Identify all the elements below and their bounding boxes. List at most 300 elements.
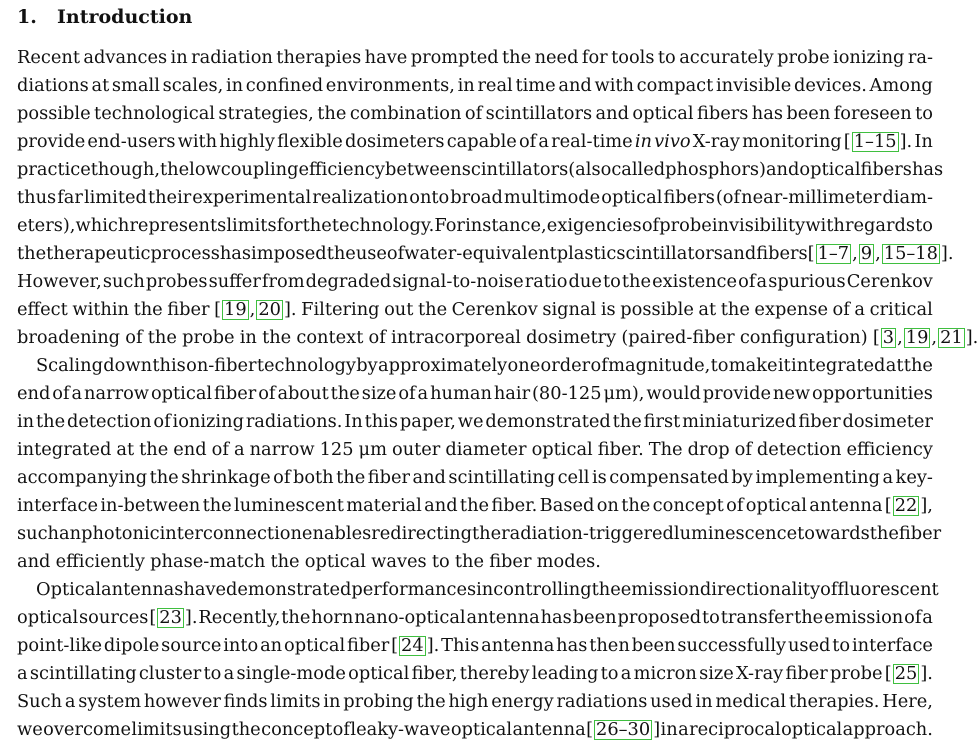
- word: optical: [283, 635, 346, 656]
- word: detection: [66, 411, 152, 432]
- word: context: [296, 327, 364, 348]
- word: to: [710, 355, 729, 376]
- word: at: [116, 439, 135, 460]
- word: eters),: [17, 215, 76, 236]
- word: Among: [869, 75, 933, 96]
- word: outer: [391, 439, 441, 460]
- word: fibers: [696, 103, 749, 124]
- word: point-like: [17, 635, 103, 656]
- word: interface: [17, 495, 98, 516]
- word: has: [540, 607, 572, 628]
- word: prompted: [410, 47, 499, 68]
- word: in: [170, 47, 188, 68]
- word: scintillating: [29, 663, 137, 684]
- word: horn: [311, 607, 354, 628]
- word: fiber: [367, 467, 410, 488]
- word: from: [261, 271, 305, 292]
- citation-link[interactable]: 3: [882, 327, 895, 348]
- citation-link[interactable]: 22: [894, 495, 918, 516]
- word: approach.: [842, 719, 933, 740]
- word: the: [502, 47, 532, 68]
- word: optical: [304, 551, 366, 572]
- word: devices.: [793, 75, 867, 96]
- word: need: [534, 47, 579, 68]
- word: a: [756, 271, 768, 292]
- word: combination: [349, 103, 462, 124]
- word: limited: [83, 187, 147, 208]
- word: This: [441, 635, 480, 656]
- word: the: [471, 523, 502, 544]
- word: luminescent: [234, 495, 344, 516]
- word: size: [361, 383, 397, 404]
- word: modes.: [536, 551, 601, 572]
- word: diameter: [445, 439, 527, 460]
- word: therapies: [276, 47, 362, 68]
- word: this: [364, 411, 398, 432]
- word: end: [173, 439, 207, 460]
- citation-link[interactable]: 21: [940, 327, 963, 348]
- word: broadening: [17, 327, 121, 348]
- word: detection: [756, 439, 842, 460]
- word: approximately: [378, 355, 508, 376]
- word: of: [820, 579, 838, 600]
- word: we: [17, 719, 43, 740]
- word: low: [189, 159, 221, 180]
- word: process: [150, 243, 220, 264]
- word: experimental: [192, 187, 312, 208]
- word: into: [223, 635, 259, 656]
- word: probe: [182, 327, 235, 348]
- word: human: [430, 383, 492, 404]
- word: antenna: [466, 607, 540, 628]
- word: and: [595, 103, 629, 124]
- word: probing: [343, 691, 414, 712]
- word: narrow: [249, 439, 315, 460]
- word: emission: [824, 607, 904, 628]
- citation-link[interactable]: 9: [860, 243, 873, 264]
- word: cluster: [138, 663, 202, 684]
- word: signal-to-noise: [392, 271, 524, 292]
- word: an: [260, 635, 283, 656]
- word: fiber.: [491, 495, 538, 516]
- citation-link[interactable]: 15–18: [883, 243, 938, 264]
- word: dosimeter: [842, 411, 933, 432]
- word: technological: [94, 103, 215, 124]
- word: represents: [129, 215, 227, 236]
- word: limits: [226, 215, 277, 236]
- word: dosimetry: [526, 327, 617, 348]
- citation-link[interactable]: 19: [224, 299, 247, 320]
- word: fluorescent: [837, 579, 939, 600]
- word: used: [650, 691, 693, 712]
- word: one: [507, 355, 541, 376]
- word: down: [103, 355, 153, 376]
- word: and: [765, 159, 800, 180]
- text-line: [17, 268, 933, 296]
- text-line: [17, 464, 933, 492]
- word: Such: [17, 691, 63, 712]
- word: invisible: [715, 75, 792, 96]
- word: has: [751, 103, 783, 124]
- word: strategies,: [218, 103, 314, 124]
- word: accompanying: [17, 467, 148, 488]
- word: scales,: [162, 75, 224, 96]
- word: optical: [799, 159, 861, 180]
- word: radiation-triggered: [501, 523, 674, 544]
- word: sources: [79, 607, 149, 628]
- text-line: [17, 240, 954, 268]
- word: with: [177, 131, 218, 152]
- word: of: [641, 215, 660, 236]
- word: the: [133, 299, 163, 320]
- word: the: [454, 551, 484, 572]
- word: the: [302, 215, 332, 236]
- word: degraded: [305, 271, 392, 292]
- word: of: [518, 131, 537, 152]
- word: probes: [145, 271, 208, 292]
- word: foreseen: [833, 103, 912, 124]
- word: optical: [601, 187, 663, 208]
- word: phase-match: [150, 551, 266, 572]
- word: to: [915, 103, 933, 124]
- word: the: [270, 551, 300, 572]
- word: use: [355, 243, 387, 264]
- word: vivo: [654, 131, 691, 152]
- word: shrinkage: [181, 467, 271, 488]
- word: μm: [358, 439, 387, 460]
- word: is: [600, 299, 616, 320]
- word: used: [787, 635, 831, 656]
- word: to: [657, 47, 676, 68]
- word: optical: [745, 495, 807, 516]
- word: (80-125: [532, 383, 602, 404]
- word: of: [398, 383, 416, 404]
- word: high: [448, 691, 489, 712]
- word: Cerenkov: [846, 271, 933, 292]
- word: cell: [557, 467, 590, 488]
- word: Filtering: [301, 299, 380, 320]
- word: scintillators: [485, 103, 593, 124]
- word: In: [344, 411, 363, 432]
- word: diam-: [882, 187, 933, 208]
- word: thus: [17, 187, 57, 208]
- word: paper,: [399, 411, 456, 432]
- word: about: [277, 383, 329, 404]
- section-heading: [17, 5, 192, 29]
- word: first: [643, 411, 681, 432]
- word: regards: [844, 215, 915, 236]
- word: possible: [17, 103, 91, 124]
- word: interconnection: [159, 523, 302, 544]
- word: optical: [781, 719, 843, 740]
- word: implementing: [755, 467, 880, 488]
- word: fibers: [663, 187, 715, 208]
- word: of: [52, 383, 70, 404]
- word: directionality: [699, 579, 821, 600]
- word: ionizing: [833, 47, 905, 68]
- word: the: [621, 271, 651, 292]
- word: technology: [256, 355, 356, 376]
- word: and: [17, 551, 51, 572]
- word: leading: [531, 663, 599, 684]
- citation-link[interactable]: 23: [159, 607, 182, 628]
- word: thereby: [459, 663, 530, 684]
- word: and: [722, 243, 757, 264]
- text-line: [17, 380, 933, 408]
- word: the: [326, 243, 356, 264]
- word: Optical: [36, 579, 102, 600]
- word: to: [602, 271, 621, 292]
- word: concept: [261, 719, 333, 740]
- word: intracorporeal: [391, 327, 521, 348]
- word: expense: [754, 299, 828, 320]
- word: spurious: [768, 271, 846, 292]
- word: emission: [620, 579, 700, 600]
- word: proposed: [617, 607, 702, 628]
- citation-ref: [ 23 ].: [149, 607, 198, 628]
- word: in: [476, 579, 494, 600]
- word: a: [233, 439, 245, 460]
- word: the: [612, 411, 642, 432]
- word: X-ray: [692, 131, 740, 152]
- word: an: [59, 523, 82, 544]
- text-line: [17, 660, 933, 688]
- word: highly: [219, 131, 275, 152]
- word: system: [78, 691, 142, 712]
- word: micron: [633, 663, 697, 684]
- word: of: [211, 439, 229, 460]
- word: fiber: [167, 299, 210, 320]
- word: in: [239, 327, 257, 348]
- word: to: [832, 635, 851, 656]
- text-line: [17, 44, 933, 72]
- word: plastic: [556, 243, 617, 264]
- word: have: [364, 47, 408, 68]
- word: probe: [659, 215, 712, 236]
- word: make: [728, 355, 778, 376]
- word: a: [620, 663, 632, 684]
- word: such: [17, 523, 59, 544]
- word: effect: [17, 299, 68, 320]
- text-line: [17, 576, 939, 604]
- word: multimode: [503, 187, 601, 208]
- citation-ref: [ 1–7 , 9 , 15–18 ].: [807, 243, 954, 264]
- word: near-millimeter: [741, 187, 882, 208]
- word: (also: [568, 159, 612, 180]
- word: fiber: [898, 523, 942, 544]
- word: this: [152, 355, 186, 376]
- word: the: [720, 299, 750, 320]
- word: a: [882, 467, 894, 488]
- word: in: [323, 691, 341, 712]
- word: medical: [715, 691, 787, 712]
- word: both: [292, 467, 334, 488]
- word: real: [477, 75, 513, 96]
- word: the: [147, 327, 177, 348]
- word: of: [368, 327, 386, 348]
- citation-link[interactable]: 26–30: [596, 719, 651, 740]
- word: ionizing: [172, 411, 244, 432]
- word: such: [102, 271, 145, 292]
- word: of: [590, 355, 608, 376]
- word: a: [223, 663, 235, 684]
- word: capable: [446, 131, 517, 152]
- word: opportunities: [812, 383, 933, 404]
- word: diations: [17, 75, 89, 96]
- text-line: [17, 408, 933, 436]
- word: dosimeters: [344, 131, 445, 152]
- word: end-users: [87, 131, 176, 152]
- word: the: [139, 439, 169, 460]
- word: the: [160, 159, 190, 180]
- word: antenna: [481, 635, 555, 656]
- word: the: [459, 495, 490, 516]
- word: the: [231, 719, 261, 740]
- section-title: Introduction: [57, 6, 193, 28]
- word: 125: [319, 439, 354, 460]
- word: scintillating: [448, 467, 556, 488]
- word: however: [143, 691, 221, 712]
- word: the: [36, 411, 66, 432]
- word: due: [568, 271, 602, 292]
- citation-link[interactable]: 19: [905, 327, 929, 348]
- word: X-ray: [736, 663, 784, 684]
- text-line: [17, 716, 933, 744]
- word: drop: [687, 439, 730, 460]
- word: monitoring: [742, 131, 842, 152]
- word: broad: [450, 187, 503, 208]
- word: and: [558, 75, 592, 96]
- word: been: [572, 607, 617, 628]
- word: at: [91, 75, 110, 96]
- word: a: [71, 383, 83, 404]
- citation-link[interactable]: 1–15: [853, 131, 897, 152]
- word: the: [869, 523, 899, 544]
- citation-link[interactable]: 25: [894, 663, 918, 684]
- word: demonstrated: [226, 579, 352, 600]
- text-line: [17, 688, 933, 716]
- word: and: [412, 467, 446, 488]
- text-line: [17, 548, 933, 576]
- word: the: [202, 495, 232, 516]
- word: water-equivalent: [404, 243, 557, 264]
- citation-link[interactable]: 1–7: [817, 243, 850, 264]
- word: fiber: [785, 663, 828, 684]
- text-line: [17, 604, 933, 632]
- word: at: [885, 355, 904, 376]
- word: The: [648, 439, 683, 460]
- word: Recent: [17, 47, 80, 68]
- word: fiber: [489, 551, 532, 572]
- word: Based: [539, 495, 595, 516]
- word: a: [854, 299, 866, 320]
- word: ra-: [907, 47, 933, 68]
- word: radiations.: [245, 411, 343, 432]
- word: confined: [245, 75, 324, 96]
- word: hair: [493, 383, 531, 404]
- word: by: [356, 355, 378, 376]
- word: integrated: [791, 355, 886, 376]
- text-line: [17, 492, 933, 520]
- word: optical: [632, 103, 694, 124]
- word: scintillators: [461, 159, 569, 180]
- text-line: [17, 296, 933, 324]
- word: called: [611, 159, 666, 180]
- word: on-fiber: [186, 355, 257, 376]
- word: optical: [150, 383, 213, 404]
- word: has: [911, 159, 944, 180]
- word: then: [589, 635, 630, 656]
- word: tools: [611, 47, 655, 68]
- word: a: [17, 663, 28, 684]
- word: the: [149, 467, 179, 488]
- word: on: [596, 495, 619, 516]
- word: For: [434, 215, 465, 236]
- word: of: [125, 327, 143, 348]
- word: possible: [620, 299, 694, 320]
- word: of: [153, 411, 171, 432]
- word: of: [904, 607, 922, 628]
- word: in: [17, 411, 35, 432]
- word: fiber: [214, 383, 257, 404]
- word: a: [678, 719, 689, 740]
- word: waves: [371, 551, 427, 572]
- word: radiation: [191, 47, 273, 68]
- word: controlling: [493, 579, 592, 600]
- word: time: [515, 75, 556, 96]
- word: luminescence: [673, 523, 798, 544]
- word: by: [731, 467, 753, 488]
- word: the: [416, 691, 446, 712]
- word: optical: [348, 663, 410, 684]
- citation-ref: [ 22 ],: [884, 495, 933, 516]
- word: of: [258, 383, 276, 404]
- text-line: [17, 632, 933, 660]
- citation-link[interactable]: 24: [401, 635, 424, 656]
- word: using: [182, 719, 232, 740]
- word: optical: [17, 607, 79, 628]
- word: the: [621, 495, 651, 516]
- word: configuration): [739, 327, 868, 348]
- word: in: [634, 131, 652, 152]
- word: efficiently: [55, 551, 145, 572]
- text-line: [17, 128, 933, 156]
- word: imposed: [251, 243, 327, 264]
- word: material: [346, 495, 422, 516]
- word: dipole: [103, 635, 160, 656]
- word: concept: [652, 495, 724, 516]
- word: Cerenkov: [451, 299, 538, 320]
- word: of: [332, 719, 350, 740]
- word: of: [273, 467, 291, 488]
- word: compensated: [609, 467, 729, 488]
- word: of: [832, 299, 850, 320]
- citation-ref: [ 25 ].: [884, 663, 933, 684]
- word: accurately: [679, 47, 774, 68]
- citation-ref: [ 19 , 20 ].: [214, 299, 297, 320]
- word: with: [594, 75, 634, 96]
- word: size: [699, 663, 734, 684]
- word: existence: [652, 271, 738, 292]
- word: the: [591, 579, 621, 600]
- word: for: [276, 215, 303, 236]
- text-line: [17, 156, 944, 184]
- word: in-between: [100, 495, 201, 516]
- word: real-time: [551, 131, 633, 152]
- citation-ref: [ 24 ].: [391, 635, 440, 656]
- word: to: [203, 663, 222, 684]
- citation-link[interactable]: 20: [258, 299, 281, 320]
